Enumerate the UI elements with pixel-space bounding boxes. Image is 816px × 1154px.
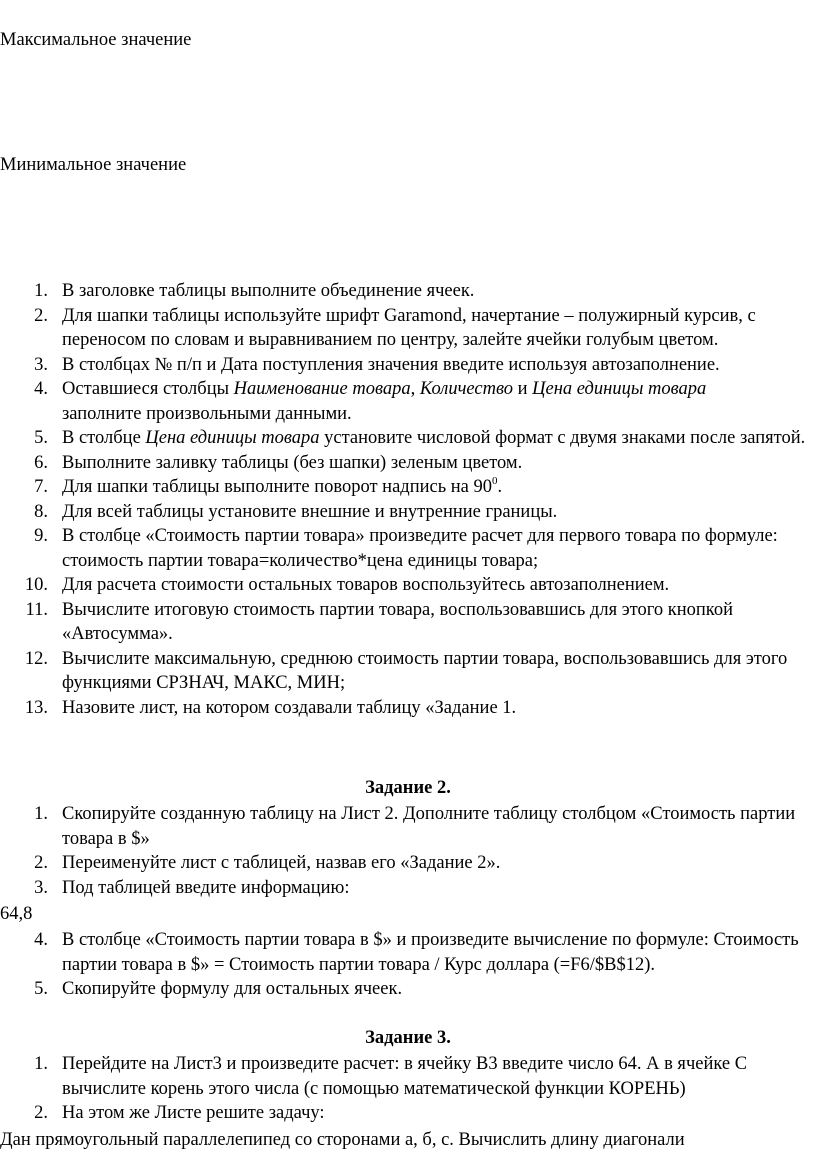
task3-heading: Задание 3. (365, 1028, 451, 1048)
dollar-rate-value: 64,8 (0, 904, 33, 924)
list-item: 2. Для шапки таблицы используйте шрифт Garamond, начертание – полужирный курсив, с переносом по словам и выравниванием по центру, залейте ячейки голубым цветом. (34, 305, 756, 350)
list-item: 1. В заголовке таблицы выполните объединение ячеек. (34, 281, 475, 301)
task3-list (0, 1052, 816, 1126)
list-item: 9. В столбце «Стоимость партии товара» произведите расчет для первого товара по формуле: стоимость партии товара=количество*цена единицы товара; (34, 526, 778, 571)
list-item: 6. Выполните заливку таблицы (без шапки) зеленым цветом. (34, 452, 523, 473)
list-item: 4. В столбце «Стоимость партии товара в $» и произведите вычисление по формуле: Стоимость партии товара в $» = Стоимость партии товара / Курс доллара (=F6/$B$12). (34, 930, 799, 975)
list-item: 11. Вычислите итоговую стоимость партии товара, воспользовавшись для этого кнопкой «Автосумма». (25, 599, 733, 644)
list-item: 12. Вычислите максимальную, среднюю стоимость партии товара, воспользовавшись для этого функциями СРЗНАЧ, МАКС, МИН; (24, 648, 788, 693)
task1-list (0, 279, 816, 720)
max-value-label: Максимальное значение (0, 30, 192, 50)
list-item: 2. На этом же Листе решите задачу: (34, 1103, 325, 1123)
list-item: 1. Перейдите на Лист3 и произведите расчет: в ячейку В3 введите число 64. А в ячейке С вычислите корень этого числа (с помощью математической функции КОРЕНЬ) (34, 1054, 748, 1099)
min-value-label: Минимальное значение (0, 155, 187, 175)
task2-list-b (0, 928, 816, 1002)
list-item: 2. Переименуйте лист с таблицей, назвав его «Задание 2». (34, 853, 501, 873)
list-item: 8. Для всей таблицы установите внешние и внутренние границы. (34, 501, 558, 522)
list-item: 3. Под таблицей введите информацию: (34, 877, 350, 898)
list-item: 1. Скопируйте созданную таблицу на Лист 2. Дополните таблицу столбцом «Стоимость партии товара в $» (34, 804, 796, 849)
list-item: 13. Назовите лист, на котором создавали таблицу «Задание 1. (24, 697, 517, 718)
list-item: 5. В столбце Цена единицы товара установите числовой формат с двумя знаками после запятой. (34, 428, 806, 448)
task2-heading: Задание 2. (365, 778, 451, 798)
list-item: 7. Для шапки таблицы выполните поворот надпись на $90^0$. (34, 474, 503, 497)
list-item: 4. Оставшиеся столбцы Наименование товара, Количество и Цена единицы товара заполните произвольными данными. (34, 379, 707, 424)
list-item: 5. Скопируйте формулу для остальных ячеек. (34, 979, 403, 999)
task2-list-a (0, 802, 816, 900)
problem-statement: Дан прямоугольный параллелепипед со сторонами а, б, с. Вычислить длину диагонали (0, 1130, 685, 1150)
list-item: 10. Для расчета стоимости остальных товаров воспользуйтесь автозаполнением. (24, 575, 670, 595)
list-item: 3. В столбцах № п/п и Дата поступления значения введите используя автозаполнение. (34, 354, 720, 375)
